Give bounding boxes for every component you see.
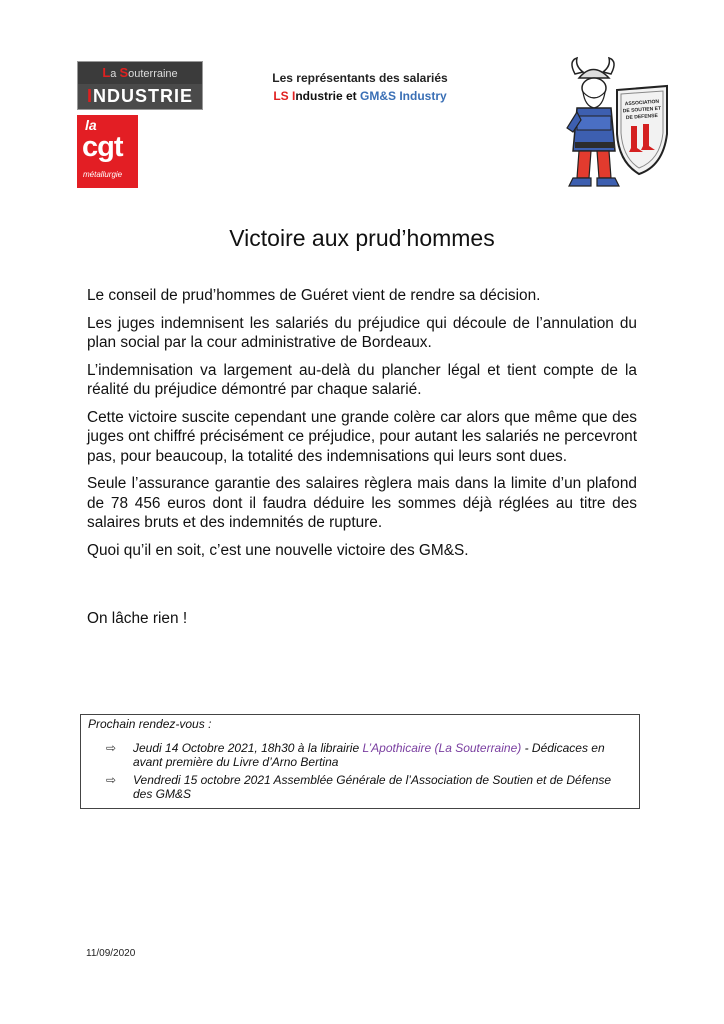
header-companies: LS Industrie et GM&S Industry [273, 89, 447, 103]
paragraph: Les juges indemnisent les salariés du préjudice qui découle de l’annulation du plan social par la cour administrative de Bordeaux. [87, 314, 637, 351]
list-item: ⇨ Jeudi 14 Octobre 2021, 18h30 à la librairie L’Apothicaire (La Souterraine) - Dédicaces en avant première du Livre d’Arno Bertina [106, 741, 605, 769]
article-body [87, 286, 637, 568]
document-date: 11/09/2020 [86, 948, 136, 959]
svg-text:ASSOCIATION: ASSOCIATION [624, 98, 660, 108]
list-item: ⇨ Vendredi 15 octobre 2021 Assemblée Générale de l’Association de Soutien et de Défense des GM&S [106, 773, 612, 801]
bookstore-link[interactable]: L’Apothicaire (La Souterraine) [362, 741, 522, 755]
paragraph: L’indemnisation va largement au-delà du plancher légal et tient compte de la réalité du préjudice démontré par chaque salarié. [87, 361, 637, 398]
closing-slogan: On lâche rien ! [87, 610, 188, 627]
paragraph: Cette victoire suscite cependant une grande colère car alors que même que des juges ont chiffré précisément ce préjudice, pour autant les salariés ne percevront pas, pour beaucoup, la totalité des indemnisations qui leurs sont dues. [87, 408, 637, 465]
viking-mascot-shield-logo [563, 56, 673, 196]
next-meeting-box [80, 714, 640, 809]
paragraph: Seule l’assurance garantie des salaires règlera mais dans la limite d’un plafond de 78 456 euros dont il faudra déduire les sommes déjà réglées au titre des salaires bruts et des indemnités de rupture. [87, 475, 637, 531]
paragraph: Le conseil de prud’hommes de Guéret vient de rendre sa décision. [87, 287, 541, 304]
next-meeting-title: Prochain rendez-vous : [88, 717, 212, 731]
cgt-metallurgie-logo: la cgt métallurgie [77, 115, 138, 188]
paragraph: Quoi qu’il en soit, c’est une nouvelle victoire des GM&S. [87, 541, 469, 559]
header-representatives: Les représentants des salariés [272, 71, 448, 85]
svg-text:DE DEFENSE: DE DEFENSE [625, 112, 659, 122]
la-souterraine-industrie-logo: La Souterraine INDUSTRIE [77, 61, 203, 110]
page-title: Victoire aux prud’hommes [229, 225, 495, 251]
arrow-right-icon: ⇨ [106, 741, 117, 755]
arrow-right-icon: ⇨ [106, 773, 117, 787]
svg-text:DE SOUTIEN ET: DE SOUTIEN ET [622, 105, 662, 115]
